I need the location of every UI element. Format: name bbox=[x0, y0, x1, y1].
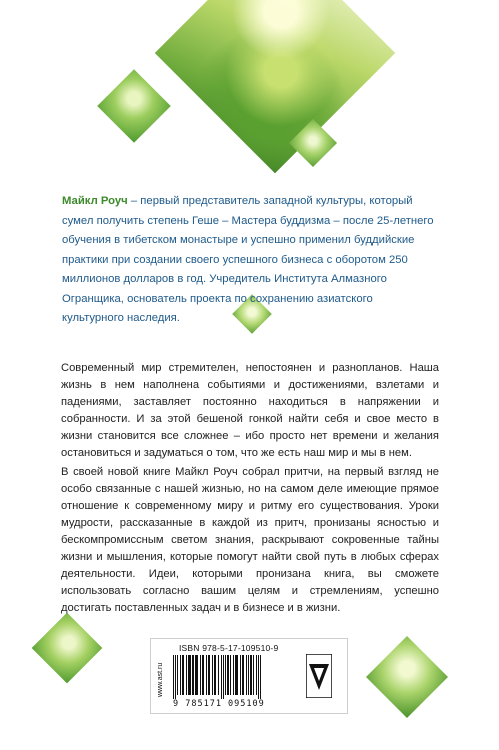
author-name: Майкл Роуч bbox=[62, 195, 128, 207]
barcode-bar bbox=[256, 655, 257, 695]
barcode-bar bbox=[240, 655, 241, 695]
decorative-diamond bbox=[32, 613, 103, 684]
publisher-logo-icon bbox=[306, 654, 332, 698]
barcode-bar bbox=[177, 655, 178, 695]
barcode-bar bbox=[223, 655, 224, 699]
barcode-bar bbox=[253, 655, 254, 695]
barcode-bar bbox=[221, 655, 222, 699]
barcode-bar bbox=[227, 655, 229, 695]
decorative-diamond bbox=[366, 636, 448, 718]
barcode-bar bbox=[246, 655, 247, 695]
barcode-bar bbox=[212, 655, 213, 695]
description-paragraph: В своей новой книге Майкл Роуч собрал притчи, на первый взгляд не особо связанные с нашей жизнью, но на самом деле имеющие прямое отношение к современному миру и ритму его существования. Уроки мудрости, рассказанные в каждой из притч, пронизаны ясностью и бескомпромиссным светом знания, раскрывают сокровенные тайны жизни и мышления, которые помогут найти свой путь в любых сферах деятельности. Идеи, которыми пронизана книга, вы сможете использовать согласно вашим целям и стремлениям, успешно достигать поставленных задач и в бизнесе и в жизни. bbox=[61, 466, 439, 614]
barcode-bar bbox=[218, 655, 219, 695]
decorative-diamond bbox=[97, 69, 171, 143]
barcode-bar bbox=[180, 655, 181, 695]
barcode-bar bbox=[260, 655, 261, 699]
barcode-bar bbox=[242, 655, 244, 695]
barcode-bar bbox=[202, 655, 204, 695]
barcode-bar bbox=[206, 655, 207, 695]
barcode-bar bbox=[188, 655, 191, 695]
barcode-bar bbox=[230, 655, 231, 695]
isbn-label: ISBN 978-5-17-109510-9 bbox=[179, 643, 279, 653]
barcode-bar bbox=[195, 655, 198, 695]
barcode-bar bbox=[233, 655, 234, 695]
barcode-bar bbox=[182, 655, 184, 695]
barcode-bar bbox=[225, 655, 226, 695]
barcode-bar bbox=[186, 655, 187, 695]
author-bio bbox=[62, 192, 437, 329]
barcode-bar bbox=[208, 655, 210, 695]
barcode-bar bbox=[248, 655, 249, 695]
book-description bbox=[61, 360, 439, 620]
barcode-bar bbox=[235, 655, 238, 695]
barcode-bar bbox=[175, 655, 176, 699]
barcode-bar bbox=[192, 655, 194, 695]
barcode-bar bbox=[200, 655, 201, 695]
barcode-bar bbox=[250, 655, 252, 695]
barcode-bar bbox=[258, 655, 259, 699]
barcode-bar bbox=[214, 655, 216, 695]
barcode-bar bbox=[173, 655, 174, 699]
author-bio-text: – первый представитель западной культуры, который сумел получить степень Геше – Мастера буддизма – после 25-летнего обучения в тибетском монастыре и успешно применил буддийские практики при создании своего успешного бизнеса с оборотом 250 миллионов долларов в год. Учредитель Института Алмазного Огранщика, основатель проекта по сохранению азиатского культурного наследия. bbox=[62, 195, 434, 324]
decorative-diamond-photo bbox=[155, 0, 395, 173]
publisher-website: www.ast.ru bbox=[157, 662, 164, 698]
barcode-digits: 9 785171 095109 bbox=[173, 699, 265, 709]
description-paragraph: Современный мир стремителен, непостоянен и разнопланов. Наша жизнь в нем наполнена событиями и достижениями, взлетами и падениями, заставляет постоянно находиться в напряжении и собранности. И за этой бешеной гонкой найти себя и свое место в жизни становится все сложнее – ибо просто нет времени и желания остановиться и задуматься о том, что же есть наш мир и мы в нем. bbox=[61, 362, 439, 459]
barcode-bars bbox=[173, 655, 297, 699]
